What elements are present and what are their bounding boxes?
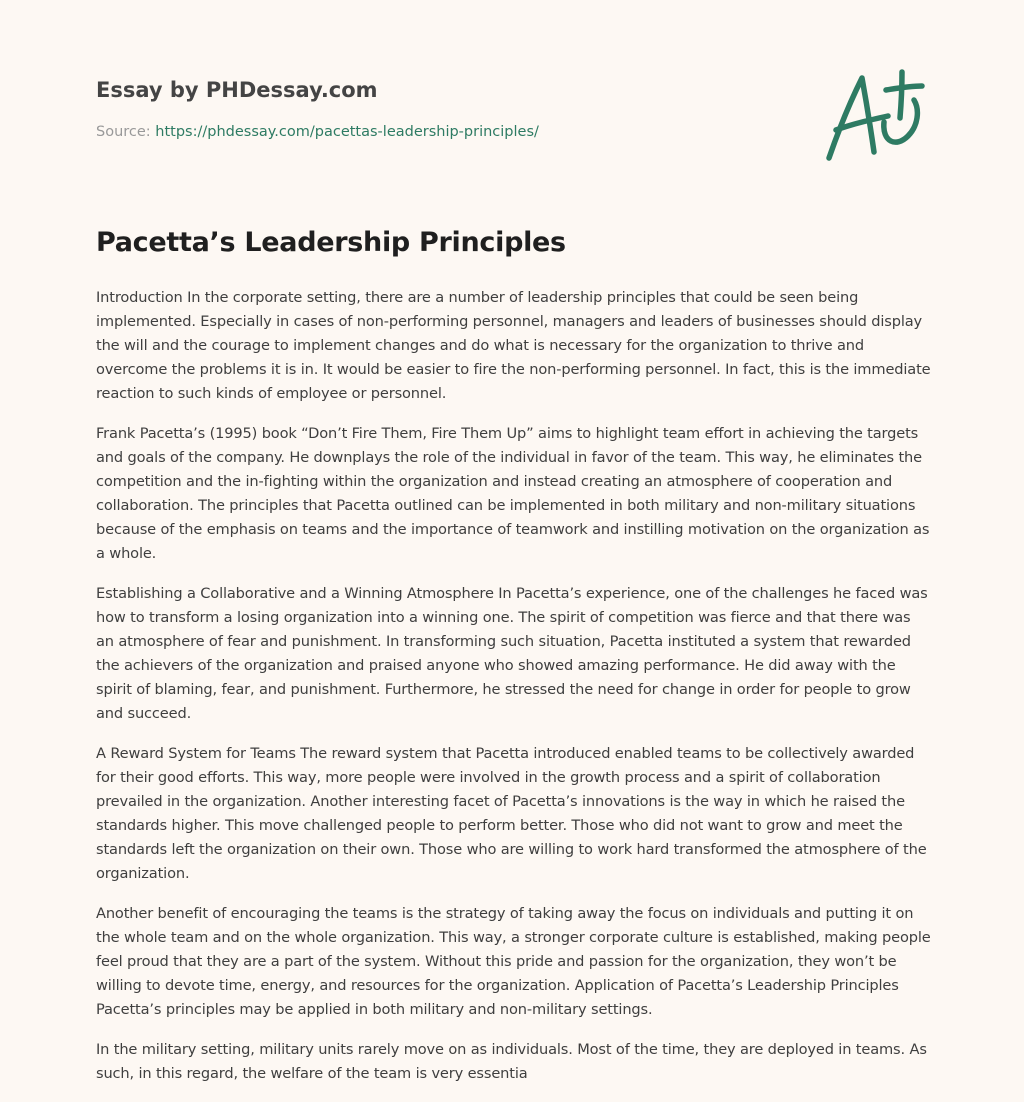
- source-label: Source:: [96, 124, 151, 140]
- a-plus-logo-icon: [822, 66, 926, 164]
- source-link[interactable]: https://phdessay.com/pacettas-leadership-principles/: [155, 124, 539, 140]
- essay-title: Pacetta’s Leadership Principles: [96, 227, 566, 258]
- logo-plus-horizontal: [886, 86, 922, 90]
- essay-paragraph: Establishing a Collaborative and a Winning Atmosphere In Pacetta’s experience, one of the challenges he faced was how to transform a losing organization into a winning one. The spirit of competition was fierce and that there was an atmosphere of fear and punishment. In transforming such situation, Pacetta instituted a system that rewarded the achievers of the organization and praised anyone who showed amazing performance. He did away with the spirit of blaming, fear, and punishment. Furthermore, he stressed the need for change in order for people to grow and succeed.: [96, 585, 928, 722]
- essay-paragraph: A Reward System for Teams The reward system that Pacetta introduced enabled teams to be collectively awarded for their good efforts. This way, more people were involved in the growth process and a spirit of collaboration prevailed in the organization. Another interesting facet of Pacetta’s innovations is the way in which he raised the standards higher. This move challenged people to perform better. Those who did not want to grow and meet the standards left the organization on their own. Those who are willing to work hard transformed the atmosphere of the organization.: [96, 745, 927, 882]
- logo-plus-vertical: [900, 72, 902, 118]
- essay-body: [96, 286, 932, 1102]
- site-title: Essay by PHDessay.com: [96, 78, 378, 102]
- essay-paragraph: In the military setting, military units rarely move on as individuals. Most of the time, they are deployed in teams. As such, in this regard, the welfare of the team is very essentia: [96, 1041, 927, 1082]
- logo-a-stroke: [829, 78, 874, 158]
- source-line: [96, 124, 539, 140]
- essay-paragraph: Frank Pacetta’s (1995) book “Don’t Fire Them, Fire Them Up” aims to highlight team effort in achieving the targets and goals of the company. He downplays the role of the individual in favor of the team. This way, he eliminates the competition and the in-fighting within the organization and instead creating an atmosphere of cooperation and collaboration. The principles that Pacetta outlined can be implemented in both military and non-military situations because of the emphasis on teams and the importance of teamwork and instilling motivation on the organization as a whole.: [96, 425, 930, 562]
- essay-paragraph: Introduction In the corporate setting, there are a number of leadership principles that could be seen being implemented. Especially in cases of non-performing personnel, managers and leaders of businesses should display the will and the courage to implement changes and do what is necessary for the organization to thrive and overcome the problems it is in. It would be easier to fire the non-performing personnel. In fact, this is the immediate reaction to such kinds of employee or personnel.: [96, 289, 931, 402]
- essay-paragraph: Another benefit of encouraging the teams is the strategy of taking away the focus on individuals and putting it on the whole team and on the whole organization. This way, a stronger corporate culture is established, making people feel proud that they are a part of the system. Without this pride and passion for the organization, they won’t be willing to devote time, energy, and resources for the organization. Application of Pacetta’s Leadership Principles Pacetta’s principles may be applied in both military and non-military settings.: [96, 905, 931, 1018]
